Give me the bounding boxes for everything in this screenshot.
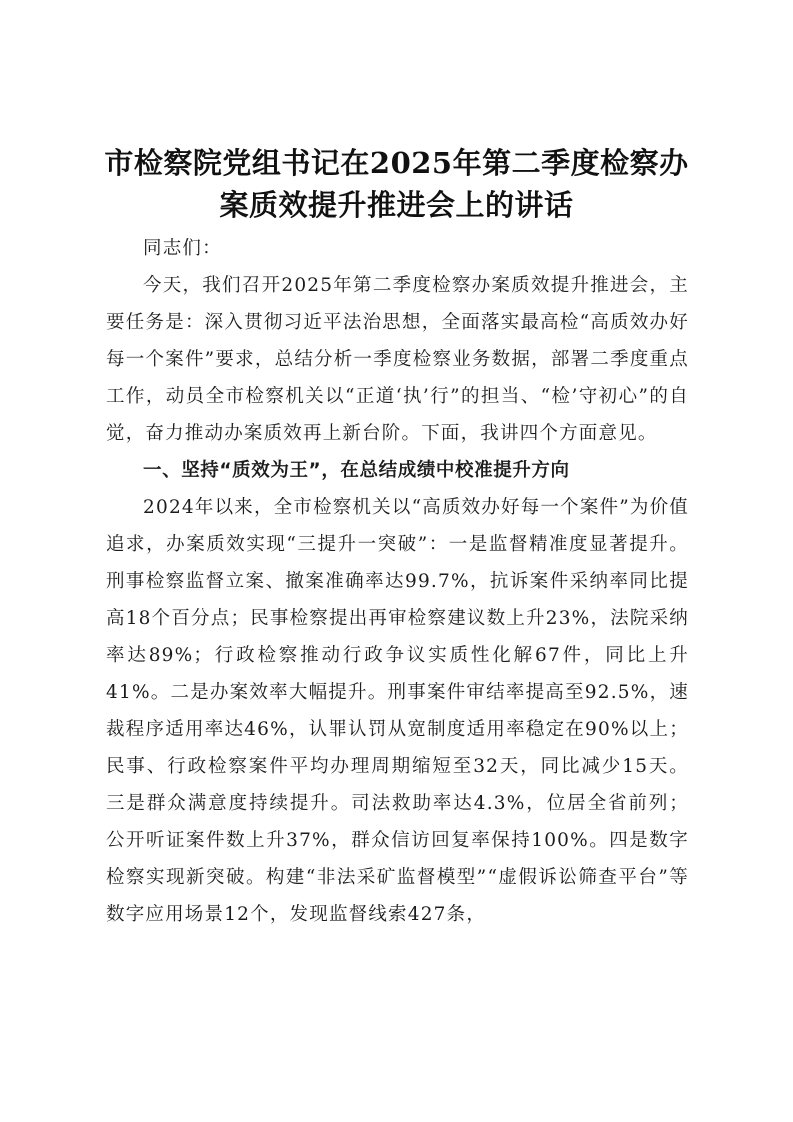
title-line-1: 市检察院党组书记在2025年第二季度检察办	[104, 146, 689, 180]
salutation: 同志们：	[143, 238, 222, 259]
title-line-2: 案质效提升推进会上的讲话	[219, 188, 574, 222]
document-body	[106, 230, 689, 933]
paragraph-achievements: 2024年以来，全市检察机关以“高质效办好每一个案件”为价值追求，办案质效实现“三提升一突破”：一是监督精准度显著提升。刑事检察监督立案、撤案准确率达99.7%，抗诉案件采纳率同比提高18个百分点；民事检察提出再审检察建议数上升23%，法院采纳率达89%；行政检察推动行政争议实质性化解67件，同比上升41%。二是办案效率大幅提升。刑事案件审结率提高至92.5%，速裁程序适用率达46%，认罪认罚从宽制度适用率稳定在90%以上；民事、行政检察案件平均办理周期缩短至32天，同比减少15天。三是群众满意度持续提升。司法救助率达4.3%，位居全省前列；公开听证案件数上升37%，群众信访回复率保持100%。四是数字检察实现新突破。构建“非法采矿监督模型”“虚假诉讼筛查平台”等数字应用场景12个，发现监督线索427条，	[106, 497, 689, 925]
document-title	[100, 142, 693, 226]
paragraph-intro: 今天，我们召开2025年第二季度检察办案质效提升推进会，主要任务是：深入贯彻习近平法治思想，全面落实最高检“高质效办好每一个案件”要求，总结分析一季度检察业务数据，部署二季度重点工作，动员全市检察机关以“正道‘执’行”的担当、“检’守初心”的自觉，奋力推动办案质效再上新台阶。下面，我讲四个方面意见。	[106, 275, 689, 444]
section-heading-1: 一、坚持“质效为王”，在总结成绩中校准提升方向	[143, 460, 570, 481]
